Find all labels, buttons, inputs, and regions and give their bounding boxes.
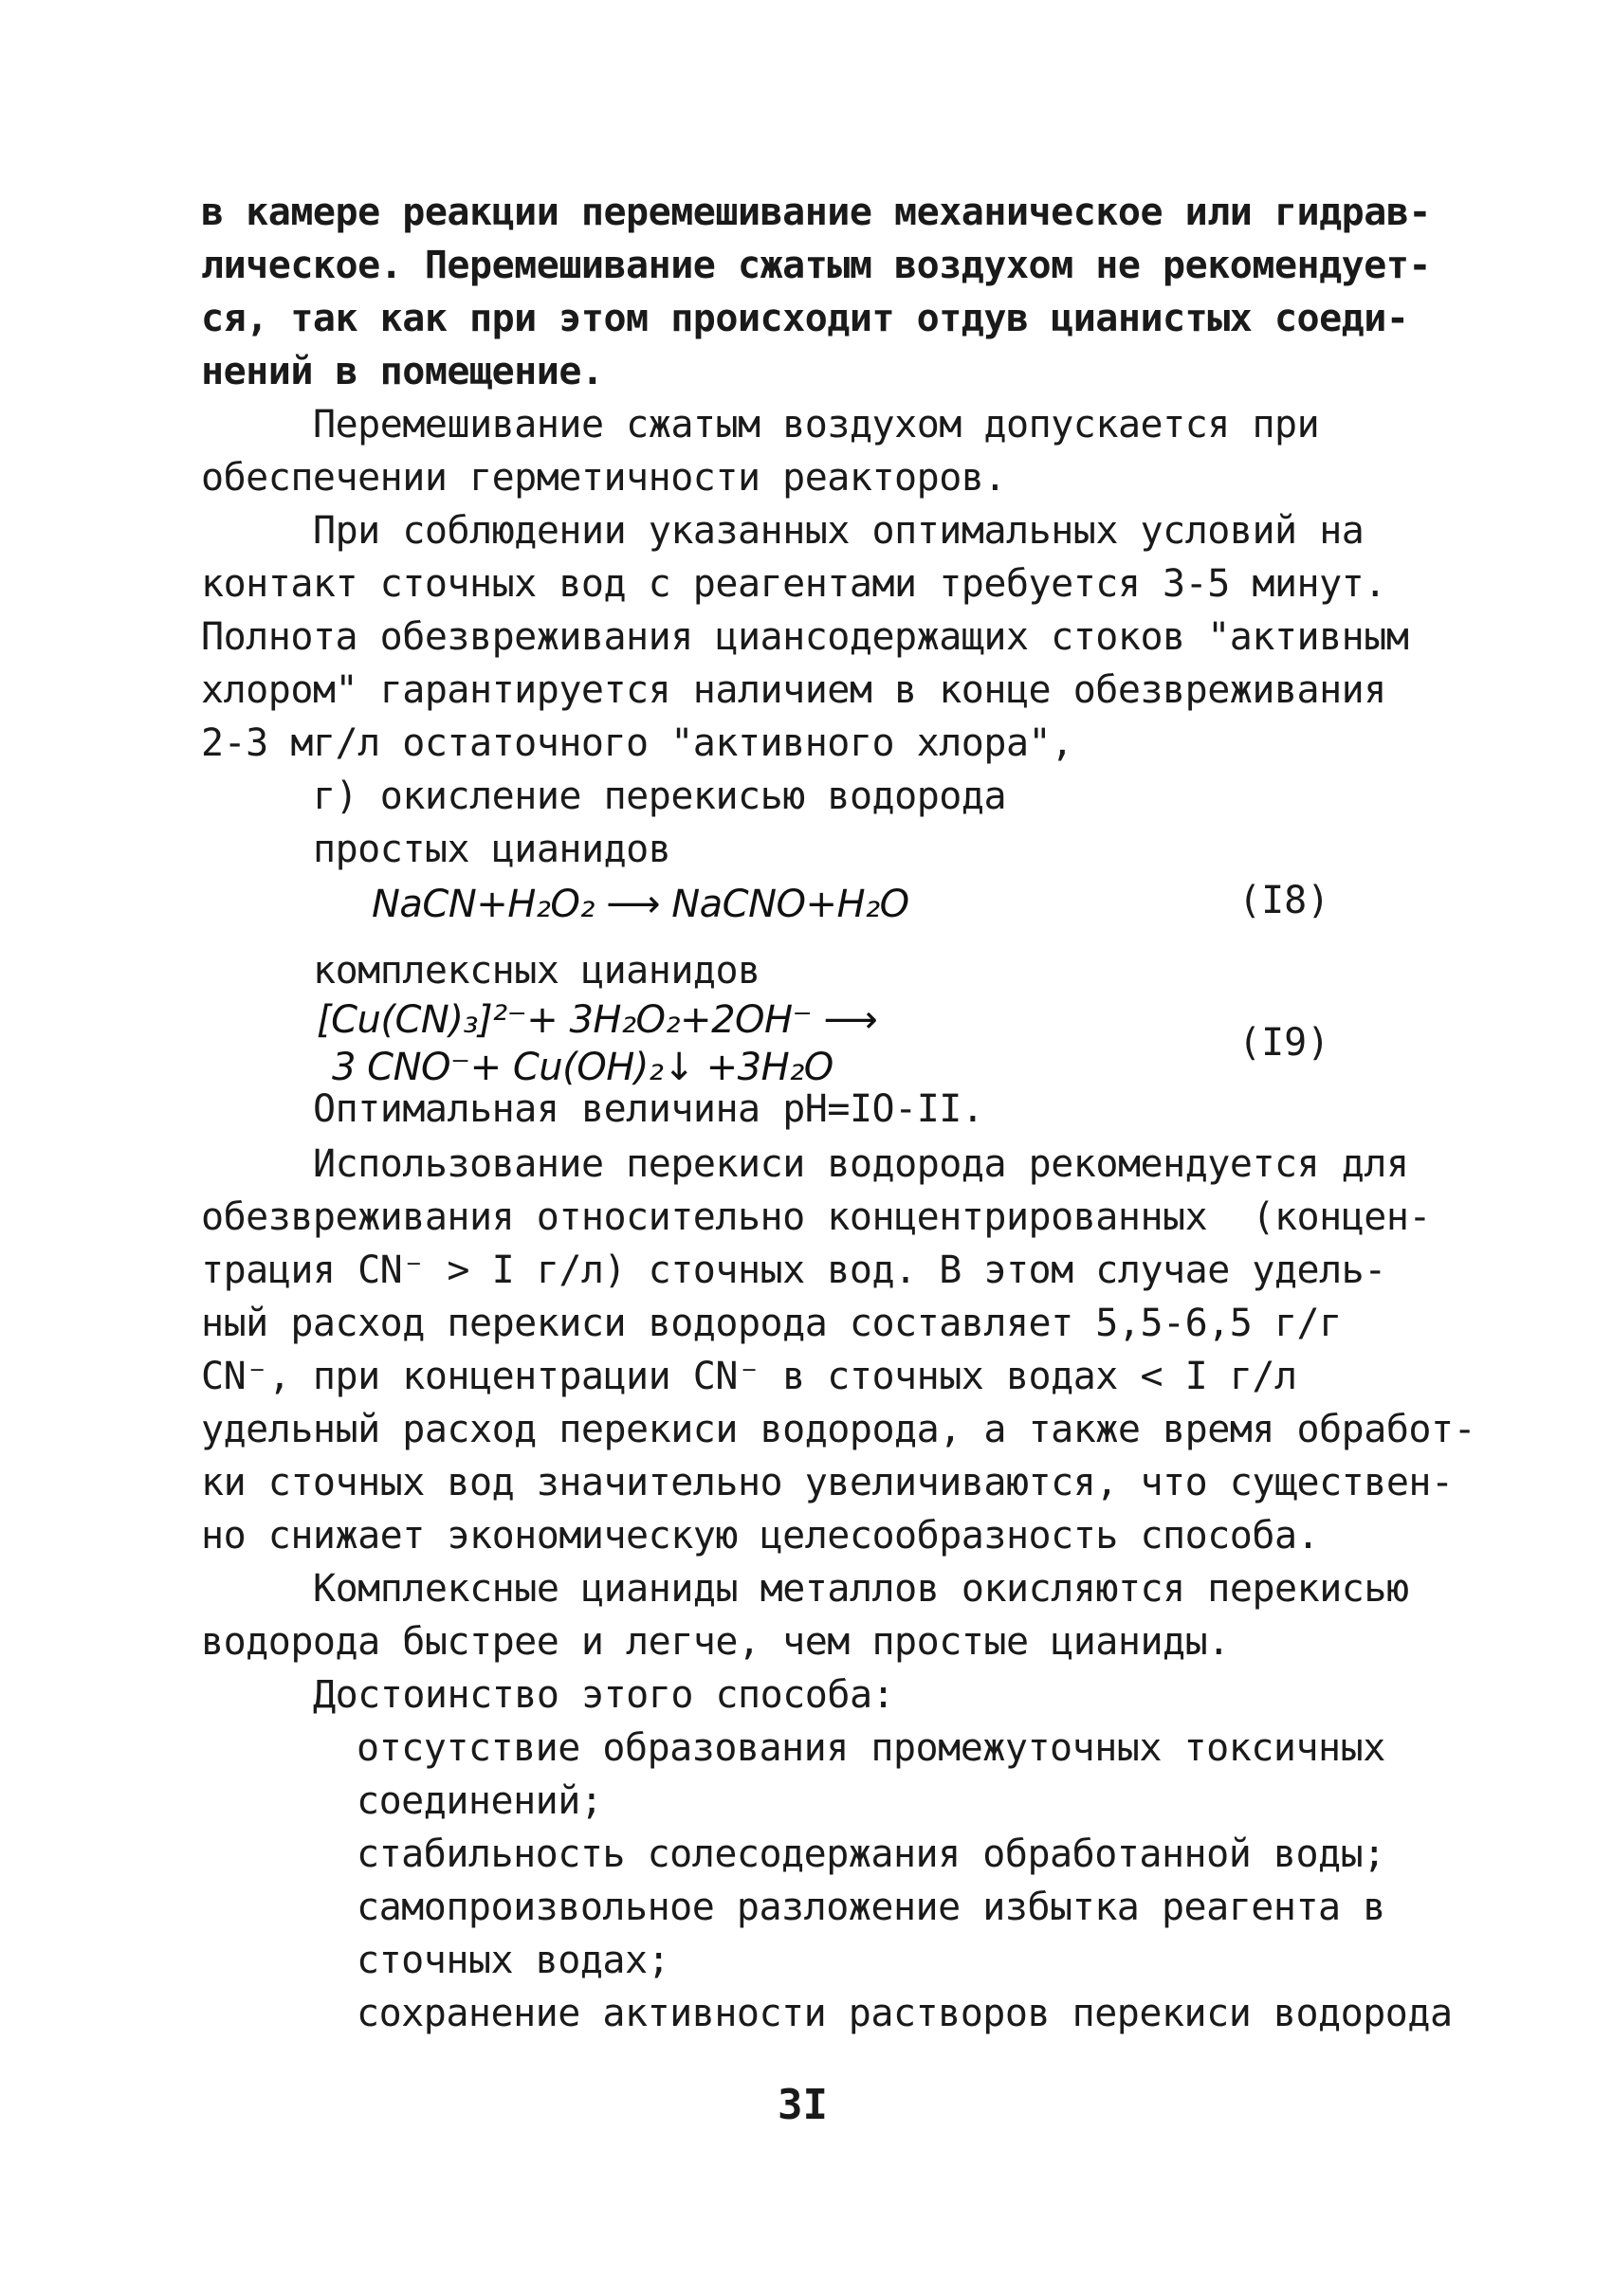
text-line: Использование перекиси водорода рекомендуется для — [313, 1142, 1409, 1186]
simple-cyanides-label: простых цианидов — [313, 828, 671, 871]
text-line: 2-3 мг/л остаточного "активного хлора", — [201, 721, 1073, 765]
advantages-title: Достоинство этого способа: — [313, 1673, 895, 1717]
advantage-item: соединений; — [357, 1779, 603, 1823]
equation-19-line2: 3 CNO⁻+ Cu(OH)₂↓ +3H₂O — [332, 1046, 833, 1089]
text-line: нений в помещение. — [201, 350, 604, 393]
text-line: водорода быстрее и легче, чем простые цианиды. — [201, 1620, 1230, 1664]
advantage-item: самопроизвольное разложение избытка реагента в — [357, 1886, 1385, 1929]
advantage-item: сточных водах; — [357, 1939, 670, 1982]
text-line: удельный расход перекиси водорода, а также время обработ- — [201, 1408, 1476, 1451]
text-line: Перемешивание сжатым воздухом допускается при — [313, 403, 1320, 446]
equation-18: NaCN+H₂O₂ ⟶ NaCNO+H₂O — [372, 883, 909, 926]
text-line: трация CN⁻ > I г/л) сточных вод. В этом случае удель- — [201, 1248, 1386, 1292]
text-line: ки сточных вод значительно увеличиваются, что существен- — [201, 1461, 1454, 1504]
equation-19-line1: [Cu(CN)₃]²⁻+ 3H₂O₂+2OH⁻ ⟶ — [317, 998, 878, 1042]
equation-19-number: (I9) — [1238, 1021, 1330, 1065]
advantage-item: сохранение активности растворов перекиси водорода — [357, 1992, 1453, 2035]
complex-cyanides-label: комплексных цианидов — [313, 949, 760, 993]
text-line: ся, так как при этом происходит отдув цианистых соеди- — [201, 297, 1409, 340]
text-line: лическое. Перемешивание сжатым воздухом не рекомендует- — [201, 244, 1432, 287]
text-line: обезвреживания относительно концентрированных (концен- — [201, 1195, 1432, 1239]
text-line: но снижает экономическую целесообразность способа. — [201, 1514, 1320, 1558]
text-line: обеспечении герметичности реакторов. — [201, 456, 1006, 500]
text-line: хлором" гарантируется наличием в конце обезвреживания — [201, 668, 1386, 712]
equation-18-number: (I8) — [1238, 879, 1330, 922]
advantage-item: отсутствие образования промежуточных токсичных — [357, 1726, 1385, 1770]
ph-line: Оптимальная величина pH=IO-II. — [313, 1087, 984, 1131]
text-line: CN⁻, при концентрации CN⁻ в сточных водах < I г/л — [201, 1355, 1297, 1398]
text-line: При соблюдении указанных оптимальных условий на — [313, 509, 1365, 553]
text-line: Полнота обезвреживания циансодержащих стоков "активным — [201, 615, 1409, 659]
text-line: контакт сточных вод с реагентами требуется 3-5 минут. — [201, 562, 1386, 606]
text-line: в камере реакции перемешивание механическое или гидрав- — [201, 191, 1432, 234]
method-title: г) окисление перекисью водорода — [313, 774, 1007, 818]
text-line: Комплексные цианиды металлов окисляются перекисью — [313, 1567, 1409, 1611]
advantage-item: стабильность солесодержания обработанной воды; — [357, 1832, 1385, 1876]
text-line: ный расход перекиси водорода составляет 5,5-6,5 г/г — [201, 1302, 1342, 1345]
page-number: 3I — [778, 2081, 828, 2129]
